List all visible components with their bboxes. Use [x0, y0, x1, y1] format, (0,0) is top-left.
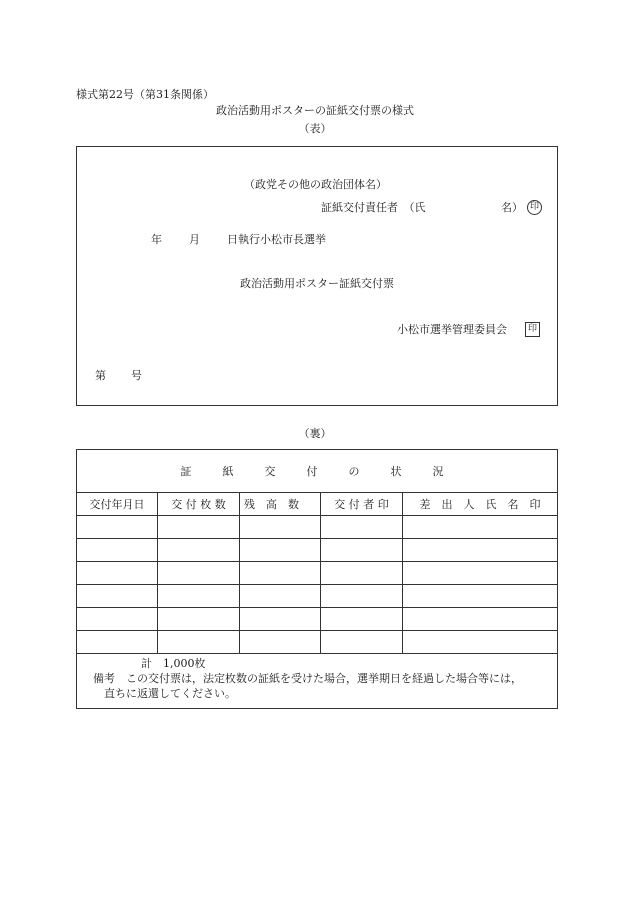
note-line-1: 備考 この交付票は，法定枚数の証紙を受けた場合，選挙期日を経過した場合等には，: [93, 672, 522, 685]
table-row: [77, 608, 558, 631]
table-row: [77, 562, 558, 585]
back-label: （裏）: [298, 427, 332, 440]
table-row: [77, 631, 558, 654]
header-submitter-name-seal: 差 出 人 氏 名 印: [403, 493, 558, 516]
front-label: （表）: [298, 122, 332, 135]
table-cell: [77, 608, 158, 631]
org-name: （政党その他の政治団体名）: [244, 178, 387, 191]
table-cell: [403, 608, 558, 631]
table-cell: [321, 631, 403, 654]
table-header-row: [77, 493, 558, 516]
table-cell: [240, 585, 321, 608]
table-cell: [321, 562, 403, 585]
total-count: 計 1,000枚: [141, 657, 206, 670]
responsible-label: 証紙交付責任者 （氏: [321, 201, 426, 214]
table-cell: [403, 516, 558, 539]
table-cell: [240, 539, 321, 562]
table-cell: [240, 562, 321, 585]
header-issuer-seal: 交 付 者 印: [321, 493, 403, 516]
table-cell: [158, 585, 240, 608]
form-number: 様式第22号（第31条関係）: [76, 88, 214, 101]
table-cell: [321, 608, 403, 631]
table-row: [77, 539, 558, 562]
table-row: [77, 585, 558, 608]
header-issue-count: 交 付 枚 数: [158, 493, 240, 516]
issuance-status-table: [76, 449, 558, 709]
table-cell: [77, 631, 158, 654]
table-row: [77, 516, 558, 539]
table-cell: [240, 608, 321, 631]
table-cell: [77, 516, 158, 539]
seal-mark: [527, 200, 542, 215]
table-cell: [321, 516, 403, 539]
form-title: 政治活動用ポスターの証紙交付票の様式: [216, 104, 414, 117]
table-title: 証 紙 交 付 の 状 況: [77, 450, 558, 493]
responsible-suffix: 名）: [501, 201, 523, 214]
table-cell: [77, 539, 158, 562]
ticket-name: 政治活動用ポスター証紙交付票: [240, 277, 394, 290]
table-cell: [321, 539, 403, 562]
table-cell: [403, 585, 558, 608]
number-suffix: 号: [131, 369, 142, 382]
table-cell: [158, 608, 240, 631]
table-cell: [158, 516, 240, 539]
table-cell: [158, 631, 240, 654]
election-month: 月: [189, 233, 200, 246]
table-cell: [158, 562, 240, 585]
table-cell: [77, 585, 158, 608]
table-cell: [77, 562, 158, 585]
notes-cell: [77, 654, 558, 709]
table-cell: [240, 516, 321, 539]
table-cell: [403, 562, 558, 585]
table-cell: [403, 539, 558, 562]
seal-circle: 印: [527, 200, 542, 215]
election-name: 日執行小松市長選挙: [227, 233, 326, 246]
table-cell: [321, 585, 403, 608]
committee-name: 小松市選挙管理委員会: [397, 323, 507, 336]
header-issue-date: 交付年月日: [77, 493, 158, 516]
note-line-2: 直ちに返還してください。: [104, 687, 236, 700]
table-cell: [403, 631, 558, 654]
header-balance: 残 高 数: [240, 493, 321, 516]
front-ticket-box: [76, 146, 558, 406]
table-cell: [240, 631, 321, 654]
committee-seal-square: 印: [525, 322, 540, 337]
committee-seal-mark: [525, 322, 540, 337]
election-year: 年: [151, 233, 162, 246]
number-prefix: 第: [95, 369, 106, 382]
table-cell: [158, 539, 240, 562]
